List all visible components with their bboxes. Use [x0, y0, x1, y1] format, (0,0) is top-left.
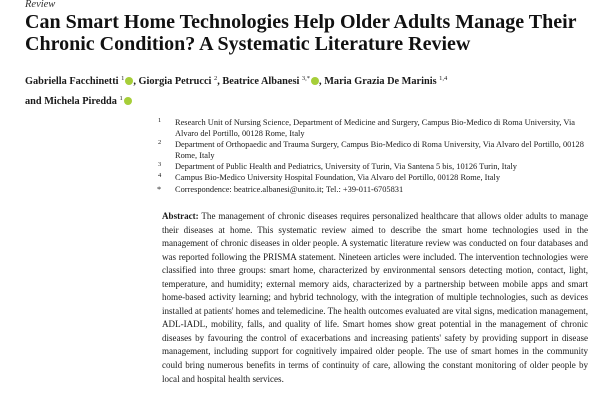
- abstract-text: The management of chronic diseases requires personalized healthcare that allows older adults to manage their diseases at home. This systematic review aimed to describe the smart home technologies used in the management of chronic diseases in older people. A systematic literature review was conducted on four databases and was reported following the PRISMA statement. Nineteen articles were included. The intervention technologies were classified into three groups: smart home, characterized by environmental sensors detecting motion, contact, light, temperature, and humidity; external memory aids, characterized by a partnership between mobile apps and smart home-based activity learning; and hybrid technology, with the integration of multiple technologies, such as devices installed at patients' homes and telemedicine. The health outcomes evaluated are vital signs, medication management, ADL-IADL, mobility, falls, and quality of life. Smart homes show great potential in the management of chronic diseases by favouring the control of exacerbations and increasing patients' safety by providing support in disease management, including support for cognitively impaired older people. The use of smart homes in the community could bring numerous benefits in terms of continuity of care, allowing the constant monitoring of older people by local and hospital health services.: [162, 211, 588, 384]
- correspondence: [150, 185, 590, 196]
- affiliation-text: Research Unit of Nursing Science, Department of Medicine and Surgery, Campus Bio-Medico di Roma University, Via Alvaro del Portillo, 00128 Rome, Italy: [175, 118, 576, 138]
- article-type-label: Review: [25, 0, 56, 10]
- author[interactable]: Gabriella Facchinetti $^1$: [25, 76, 133, 87]
- affiliation: [150, 162, 590, 173]
- affiliation-list: [150, 118, 590, 196]
- affiliation-text: Department of Public Health and Pediatrics, University of Turin, Via Santena 5 bis, 10126 Turin, Italy: [175, 161, 517, 171]
- affiliation-marker: 2: [158, 138, 162, 146]
- affiliation-marker: 3: [158, 160, 162, 168]
- orcid-icon[interactable]: [124, 97, 132, 105]
- correspondence-marker: *: [157, 184, 162, 194]
- affiliation-text: Department of Orthopaedic and Trauma Surgery, Campus Bio-Medico di Roma University, Via Alvaro del Portillo, 00128 Rome, Italy: [175, 139, 584, 160]
- author[interactable]: Beatrice Albanesi $^{3,*}$: [222, 76, 319, 87]
- abstract: [162, 210, 588, 386]
- author[interactable]: Michela Piredda $^1$: [44, 96, 132, 107]
- abstract-label: Abstract:: [162, 211, 199, 221]
- affiliation-marker: 1: [158, 117, 162, 124]
- author-list: Gabriella Facchinetti $^1$ , Giorgia Petrucci $^2$, Beatrice Albanesi $^{3,*}$ , Maria Grazia De Marinis $^{1,4}$ and Michela Piredda $^1$: [25, 75, 448, 107]
- affiliation: [150, 140, 590, 161]
- affiliation: [150, 118, 590, 139]
- affiliation: [150, 173, 590, 184]
- orcid-icon[interactable]: [311, 77, 319, 85]
- correspondence-text[interactable]: Correspondence: beatrice.albanesi@unito.it; Tel.: +39-011-6705831: [175, 184, 404, 194]
- affiliation-marker: 4: [158, 172, 162, 180]
- author[interactable]: Giorgia Petrucci $^2$: [138, 75, 218, 87]
- author[interactable]: Maria Grazia De Marinis $^{1,4}$: [324, 75, 448, 87]
- orcid-icon[interactable]: [125, 77, 133, 85]
- paper-title: Can Smart Home Technologies Help Older Adults Manage Their Chronic Condition? A Systematic Literature Review: [25, 11, 577, 55]
- affiliation-text: Campus Bio-Medico University Hospital Foundation, Via Alvaro del Portillo, 00128 Rome, Italy: [175, 173, 501, 183]
